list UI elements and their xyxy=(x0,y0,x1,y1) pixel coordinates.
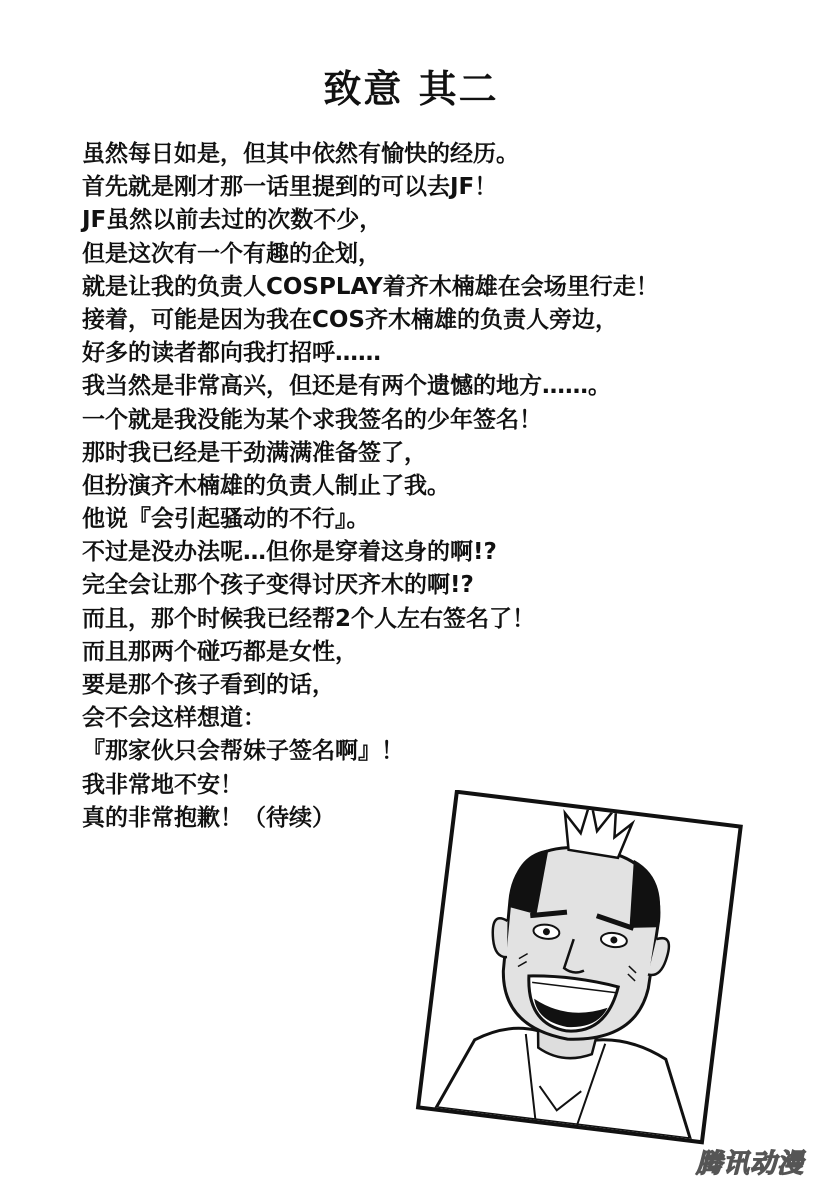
text-line: 完全会让那个孩子变得讨厌齐木的啊!? xyxy=(82,572,474,599)
text-line: 而且，那个时候我已经帮2个人左右签名了！ xyxy=(82,605,536,632)
text-line: 虽然每日如是，但其中依然有愉快的经历。 xyxy=(82,141,519,167)
text-line: 他说『会引起骚动的不行』。 xyxy=(82,506,370,533)
text-line: 我非常地不安！ xyxy=(82,771,243,798)
text-line: 而且那两个碰巧都是女性， xyxy=(82,638,358,665)
watermark-logo: 腾讯动漫 xyxy=(695,1149,804,1179)
text-line: 就是让我的负责人COSPLAY着齐木楠雄在会场里行走！ xyxy=(82,273,659,300)
text-line: 接着，可能是因为我在COS齐木楠雄的负责人旁边， xyxy=(82,306,618,333)
text-line: 但是这次有一个有趣的企划， xyxy=(82,240,381,267)
text-line: 那时我已经是干劲满满准备签了， xyxy=(82,439,427,466)
text-line: 首先就是刚才那一话里提到的可以去JF！ xyxy=(82,174,498,201)
text-line: 真的非常抱歉！（待续） xyxy=(82,804,335,831)
page-title: 致意 其二 xyxy=(323,67,499,111)
author-portrait-illustration xyxy=(414,790,744,1150)
text-line: 但扮演齐木楠雄的负责人制止了我。 xyxy=(82,472,450,499)
text-line: 一个就是我没能为某个求我签名的少年签名！ xyxy=(82,406,542,433)
text-line: 好多的读者都向我打招呼…… xyxy=(82,340,381,367)
text-line: JF虽然以前去过的次数不少， xyxy=(82,207,383,234)
text-line: 我当然是非常高兴，但还是有两个遗憾的地方……。 xyxy=(82,373,611,400)
text-line: 要是那个孩子看到的话， xyxy=(82,672,335,698)
text-line: 不过是没办法呢…但你是穿着这身的啊!? xyxy=(82,539,497,566)
message-body xyxy=(82,138,722,835)
text-line: 会不会这样想道： xyxy=(82,705,266,732)
text-line: 『那家伙只会帮妹子签名啊』！ xyxy=(82,738,404,765)
